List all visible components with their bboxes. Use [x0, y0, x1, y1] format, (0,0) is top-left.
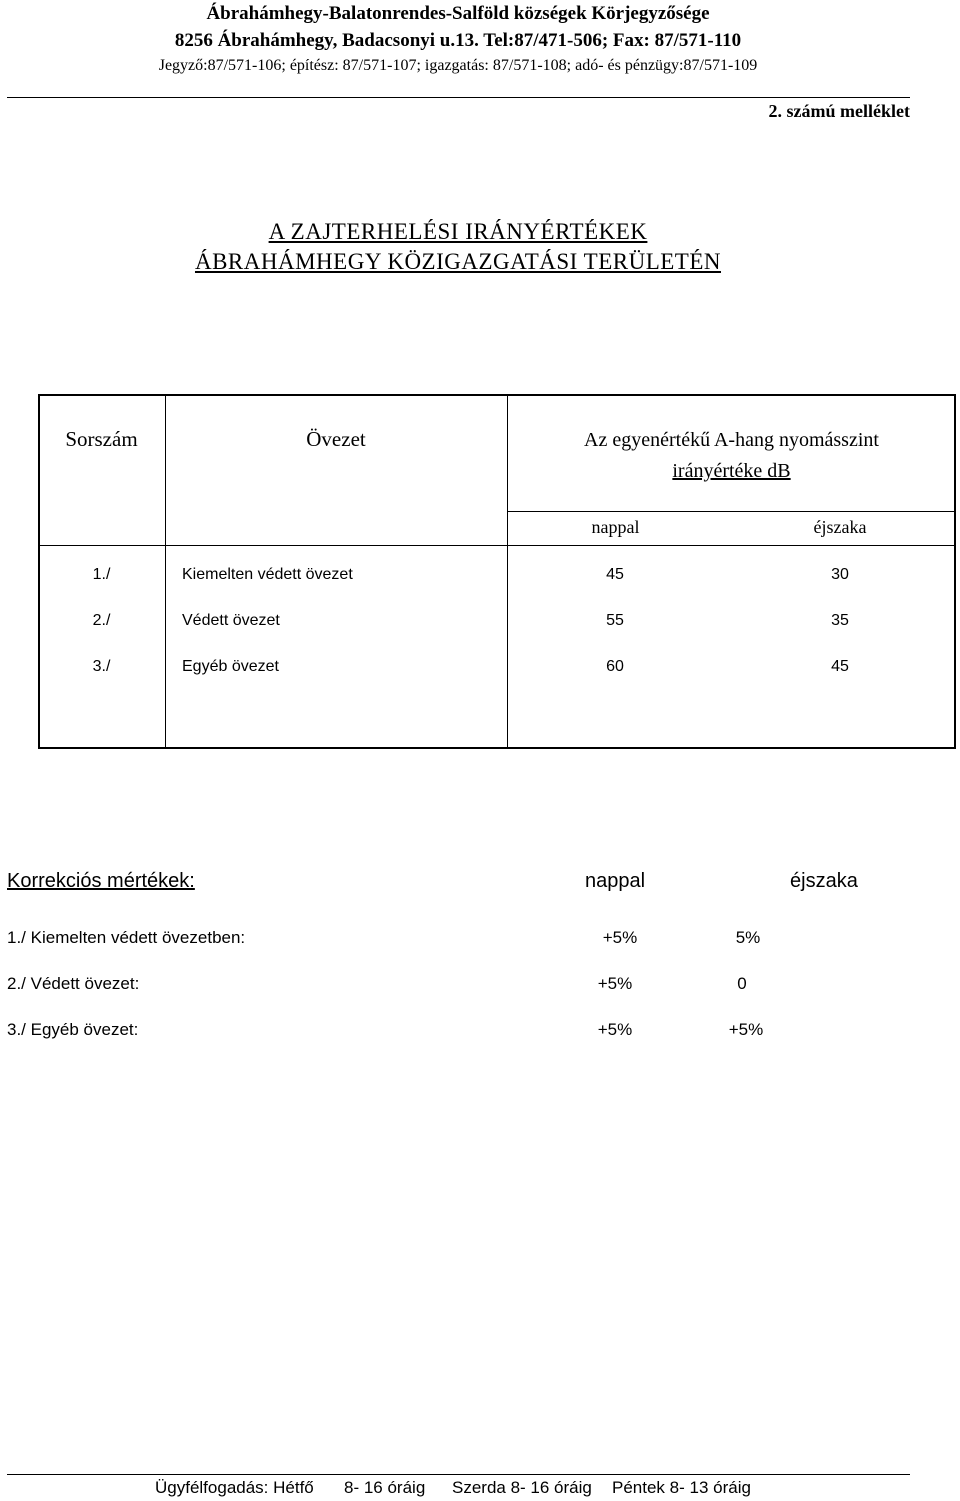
correction-label: 1./ Kiemelten védett övezetben: — [7, 928, 246, 947]
correction-day-value: +5% — [597, 1020, 633, 1039]
column-header-number: Sorszám — [65, 427, 138, 451]
corrections-day-heading: nappal — [585, 870, 646, 892]
column-header-level-line2: irányértéke dB — [672, 460, 791, 482]
corrections-night-heading: éjszaka — [790, 870, 858, 892]
table-header-bottom-rule — [38, 545, 956, 546]
office-hours-label: Ügyfélfogadás: Hétfő — [155, 1478, 314, 1497]
row-number: 1./ — [92, 566, 111, 583]
office-address: 8256 Ábrahámhegy, Badacsonyi u.13. Tel:87/471-506; Fax: 87/571-110 — [174, 30, 742, 51]
row-day-value: 55 — [606, 612, 624, 629]
correction-label: 3./ Egyéb övezet: — [7, 1020, 139, 1039]
row-day-value: 45 — [606, 566, 624, 583]
row-night-value: 30 — [831, 566, 849, 583]
subheader-day: nappal — [591, 517, 640, 537]
subheader-night: éjszaka — [813, 517, 867, 537]
document-title-line1: A ZAJTERHELÉSI IRÁNYÉRTÉKEK — [268, 219, 648, 244]
footer-divider — [7, 1474, 910, 1475]
correction-label: 2./ Védett övezet: — [7, 974, 140, 993]
row-number: 2./ — [92, 612, 111, 629]
correction-night-value: 5% — [735, 928, 761, 947]
office-hours-friday: Péntek 8- 13 óráig — [612, 1478, 751, 1497]
corrections-heading: Korrekciós mértékek: — [7, 870, 195, 892]
column-header-zone: Övezet — [306, 427, 366, 451]
header-divider — [7, 97, 910, 98]
office-hours-monday: 8- 16 óráig — [344, 1478, 426, 1497]
row-zone: Védett övezet — [182, 612, 280, 629]
row-zone: Egyéb övezet — [182, 658, 279, 675]
row-day-value: 60 — [606, 658, 624, 675]
correction-day-value: +5% — [602, 928, 638, 947]
office-phone-numbers: Jegyző:87/571-106; építész: 87/571-107; igazgatás: 87/571-108; adó- és pénzügy:87/571-109 — [158, 57, 758, 74]
annex-label: 2. számú melléklet — [768, 101, 910, 121]
row-number: 3./ — [92, 658, 111, 675]
correction-day-value: +5% — [597, 974, 633, 993]
office-name: Ábrahámhegy-Balatonrendes-Salföld községek Körjegyzősége — [206, 3, 710, 24]
correction-night-value: +5% — [728, 1020, 764, 1039]
row-night-value: 35 — [831, 612, 849, 629]
column-header-level-line1: Az egyenértékű A-hang nyomásszint — [584, 429, 879, 451]
row-night-value: 45 — [831, 658, 849, 675]
office-hours-wednesday: Szerda 8- 16 óráig — [452, 1478, 592, 1497]
table-header-divider — [507, 511, 956, 512]
row-zone: Kiemelten védett övezet — [182, 566, 353, 583]
document-title-line2: ÁBRAHÁMHEGY KÖZIGAZGATÁSI TERÜLETÉN — [194, 249, 721, 274]
correction-night-value: 0 — [737, 974, 747, 993]
